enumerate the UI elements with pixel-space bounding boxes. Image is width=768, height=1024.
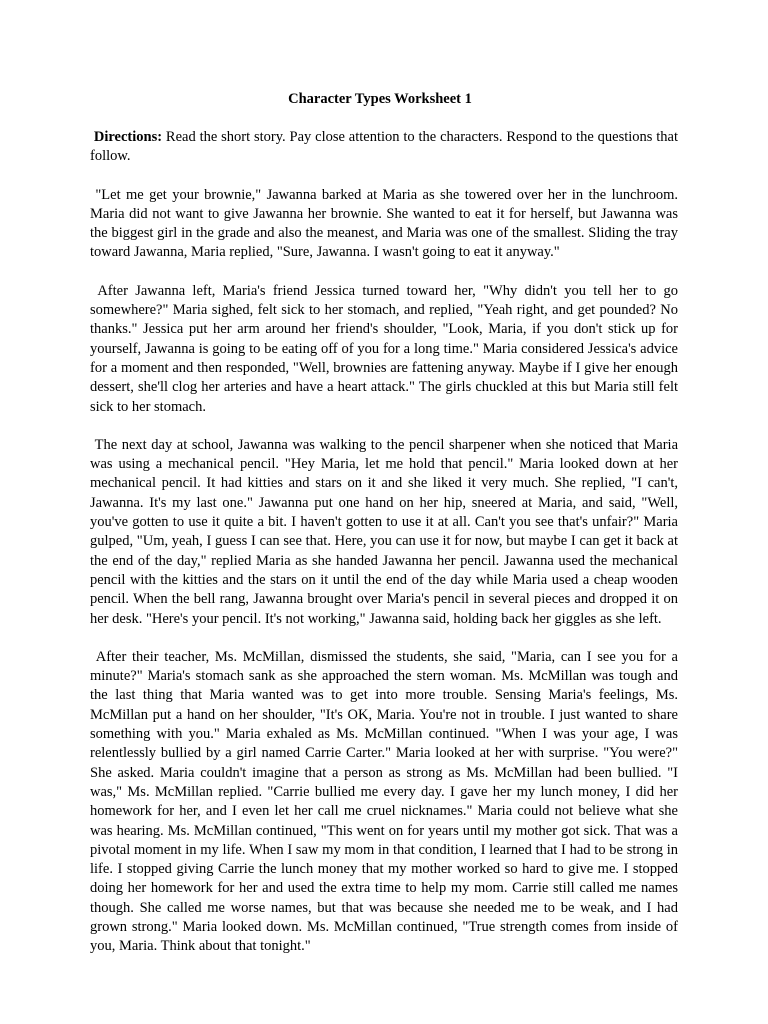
directions-paragraph [90,128,678,167]
directions-label: Directions: [93,129,163,145]
story-paragraph-3 [90,436,678,629]
worksheet-page [90,90,678,976]
story-paragraph-1-text: "Let me get your brownie," Jawanna barked at Maria as she towered over her in the lunchroom. Maria did not want to give Jawanna her brownie. She wanted to eat it for herself, but Jawanna was the biggest girl in the grade and also the meanest, and Maria was one of the smallest. Sliding the tray toward Jawanna, Maria replied, "Sure, Jawanna. I wasn't going to eat it anyway." [90,186,679,261]
story-paragraph-2 [90,282,678,417]
directions-text: Read the short story. Pay close attention to the characters. Respond to the questions that follow. [90,129,679,165]
story-paragraph-3-text: The next day at school, Jawanna was walking to the pencil sharpener when she noticed that Maria was using a mechanical pencil. "Hey Maria, let me hold that pencil." Maria looked down at her mechanical pencil. It had kitties and stars on it and she liked it very much. She replied, "I can't, Jawanna. It's my last one." Jawanna put one hand on her hip, sneered at Maria, and said, "Well, you've gotten to use it quite a bit. I haven't gotten to use it at all. Can't you see that's unfair?" Maria gulped, "Um, yeah, I guess I can see that. Here, you can use it for now, but maybe I can get it back at the end of the day," replied Maria as she handed Jawanna her pencil. Jawanna used the mechanical pencil with the kitties and the stars on it until the end of the day while Maria used a cheap wooden pencil. When the bell rang, Jawanna brought over Maria's pencil in several pieces and dropped it on her desk. "Here's your pencil. It's not working," Jawanna said, holding back her giggles as she left. [90,436,679,627]
story-paragraph-2-text: After Jawanna left, Maria's friend Jessica turned toward her, "Why didn't you tell her to go somewhere?" Maria sighed, felt sick to her stomach, and replied, "Yeah right, and get pounded? No thanks." Jessica put her arm around her friend's shoulder, "Look, Maria, if you don't stick up for yourself, Jawanna is going to be eating off of you for a long time." Maria considered Jessica's advice for a moment and then responded, "Well, brownies are fattening anyway. Maybe if I give her enough dessert, she'll clog her arteries and have a heart attack." The girls chuckled at this but Maria still felt sick to her stomach. [90,282,679,415]
story-paragraph-1 [90,186,678,263]
story-paragraph-4 [90,648,678,957]
story-paragraph-4-text: After their teacher, Ms. McMillan, dismissed the students, she said, "Maria, can I see you for a minute?" Maria's stomach sank as she approached the stern woman. Ms. McMillan was tough and the last thing that Maria wanted was to get into more trouble. Sensing Maria's feelings, Ms. McMillan put a hand on her shoulder, "It's OK, Maria. You're not in trouble. I just wanted to share something with you." Maria exhaled as Ms. McMillan continued. "When I was your age, I was relentlessly bullied by a girl named Carrie Carter." Maria looked at her with surprise. "You were?" She asked. Maria couldn't imagine that a person as strong as Ms. McMillan had been bullied. "I was," Ms. McMillan replied. "Carrie bullied me every day. I gave her my lunch money, I did her homework for her, and I even let her call me cruel nicknames." Maria could not believe what she was hearing. Ms. McMillan continued, "This went on for years until my mother got sick. That was a pivotal moment in my life. When I saw my mom in that condition, I learned that I had to be strong in life. I stopped giving Carrie the lunch money that my mother worked so hard to give me. I stopped doing her homework for her and used the extra time to help my mom. Carrie still called me names though. She called me worse names, but that was because she needed me to be weak, and I had grown strong." Maria looked down. Ms. McMillan continued, "True strength comes from inside of you, Maria. Think about that tonight." [90,648,678,955]
worksheet-title: Character Types Worksheet 1 [288,91,472,107]
